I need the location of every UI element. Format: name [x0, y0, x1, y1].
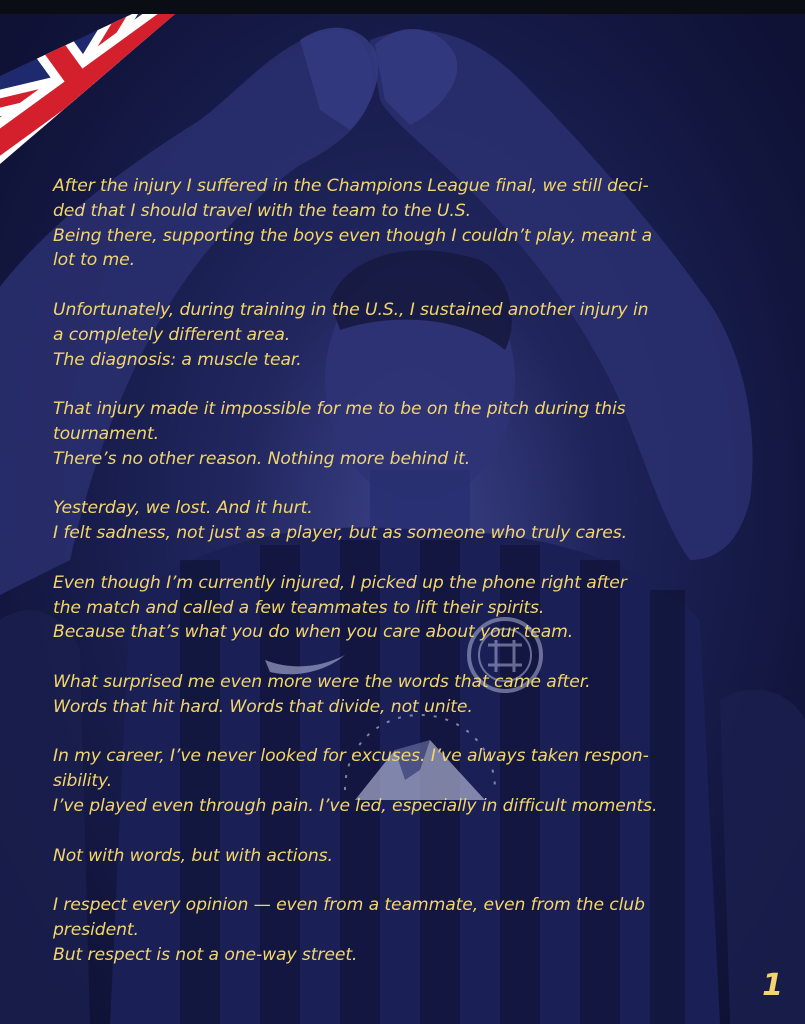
- paragraph-7: In my career, I’ve never looked for excuses. I’ve always taken respon- sibility. I’ve played even through pain. I’ve led, especially in difficult moments.: [53, 746, 658, 816]
- page-number: 1: [762, 968, 783, 1003]
- paragraph-6: What surprised me even more were the words that came after. Words that hit hard. Words that divide, not unite.: [53, 671, 591, 717]
- paragraph-8: Not with words, but with actions.: [53, 845, 333, 866]
- paragraph-2: Unfortunately, during training in the U.S., I sustained another injury in a completely different area. The diagnosis: a muscle tear.: [53, 299, 649, 370]
- paragraph-5: Even though I’m currently injured, I picked up the phone right after the match and called a few teammates to lift their spirits. Because that’s what you do when you care about your team.: [53, 572, 627, 643]
- paragraph-4: Yesterday, we lost. And it hurt. I felt sadness, not just as a player, but as someone who truly cares.: [53, 498, 627, 544]
- paragraph-9: I respect every opinion — even from a teammate, even from the club president. But respect is not a one-way street.: [53, 895, 645, 965]
- uk-flag-icon: [0, 14, 175, 164]
- paragraph-1: After the injury I suffered in the Champions League final, we still deci- ded that I should travel with the team to the U.S. Being there, supporting the boys even though I couldn’t play, meant a lot to me.: [53, 176, 653, 271]
- statement-text: [53, 174, 753, 992]
- paragraph-3: That injury made it impossible for me to be on the pitch during this tournament. There’s no other reason. Nothing more behind it.: [53, 399, 626, 469]
